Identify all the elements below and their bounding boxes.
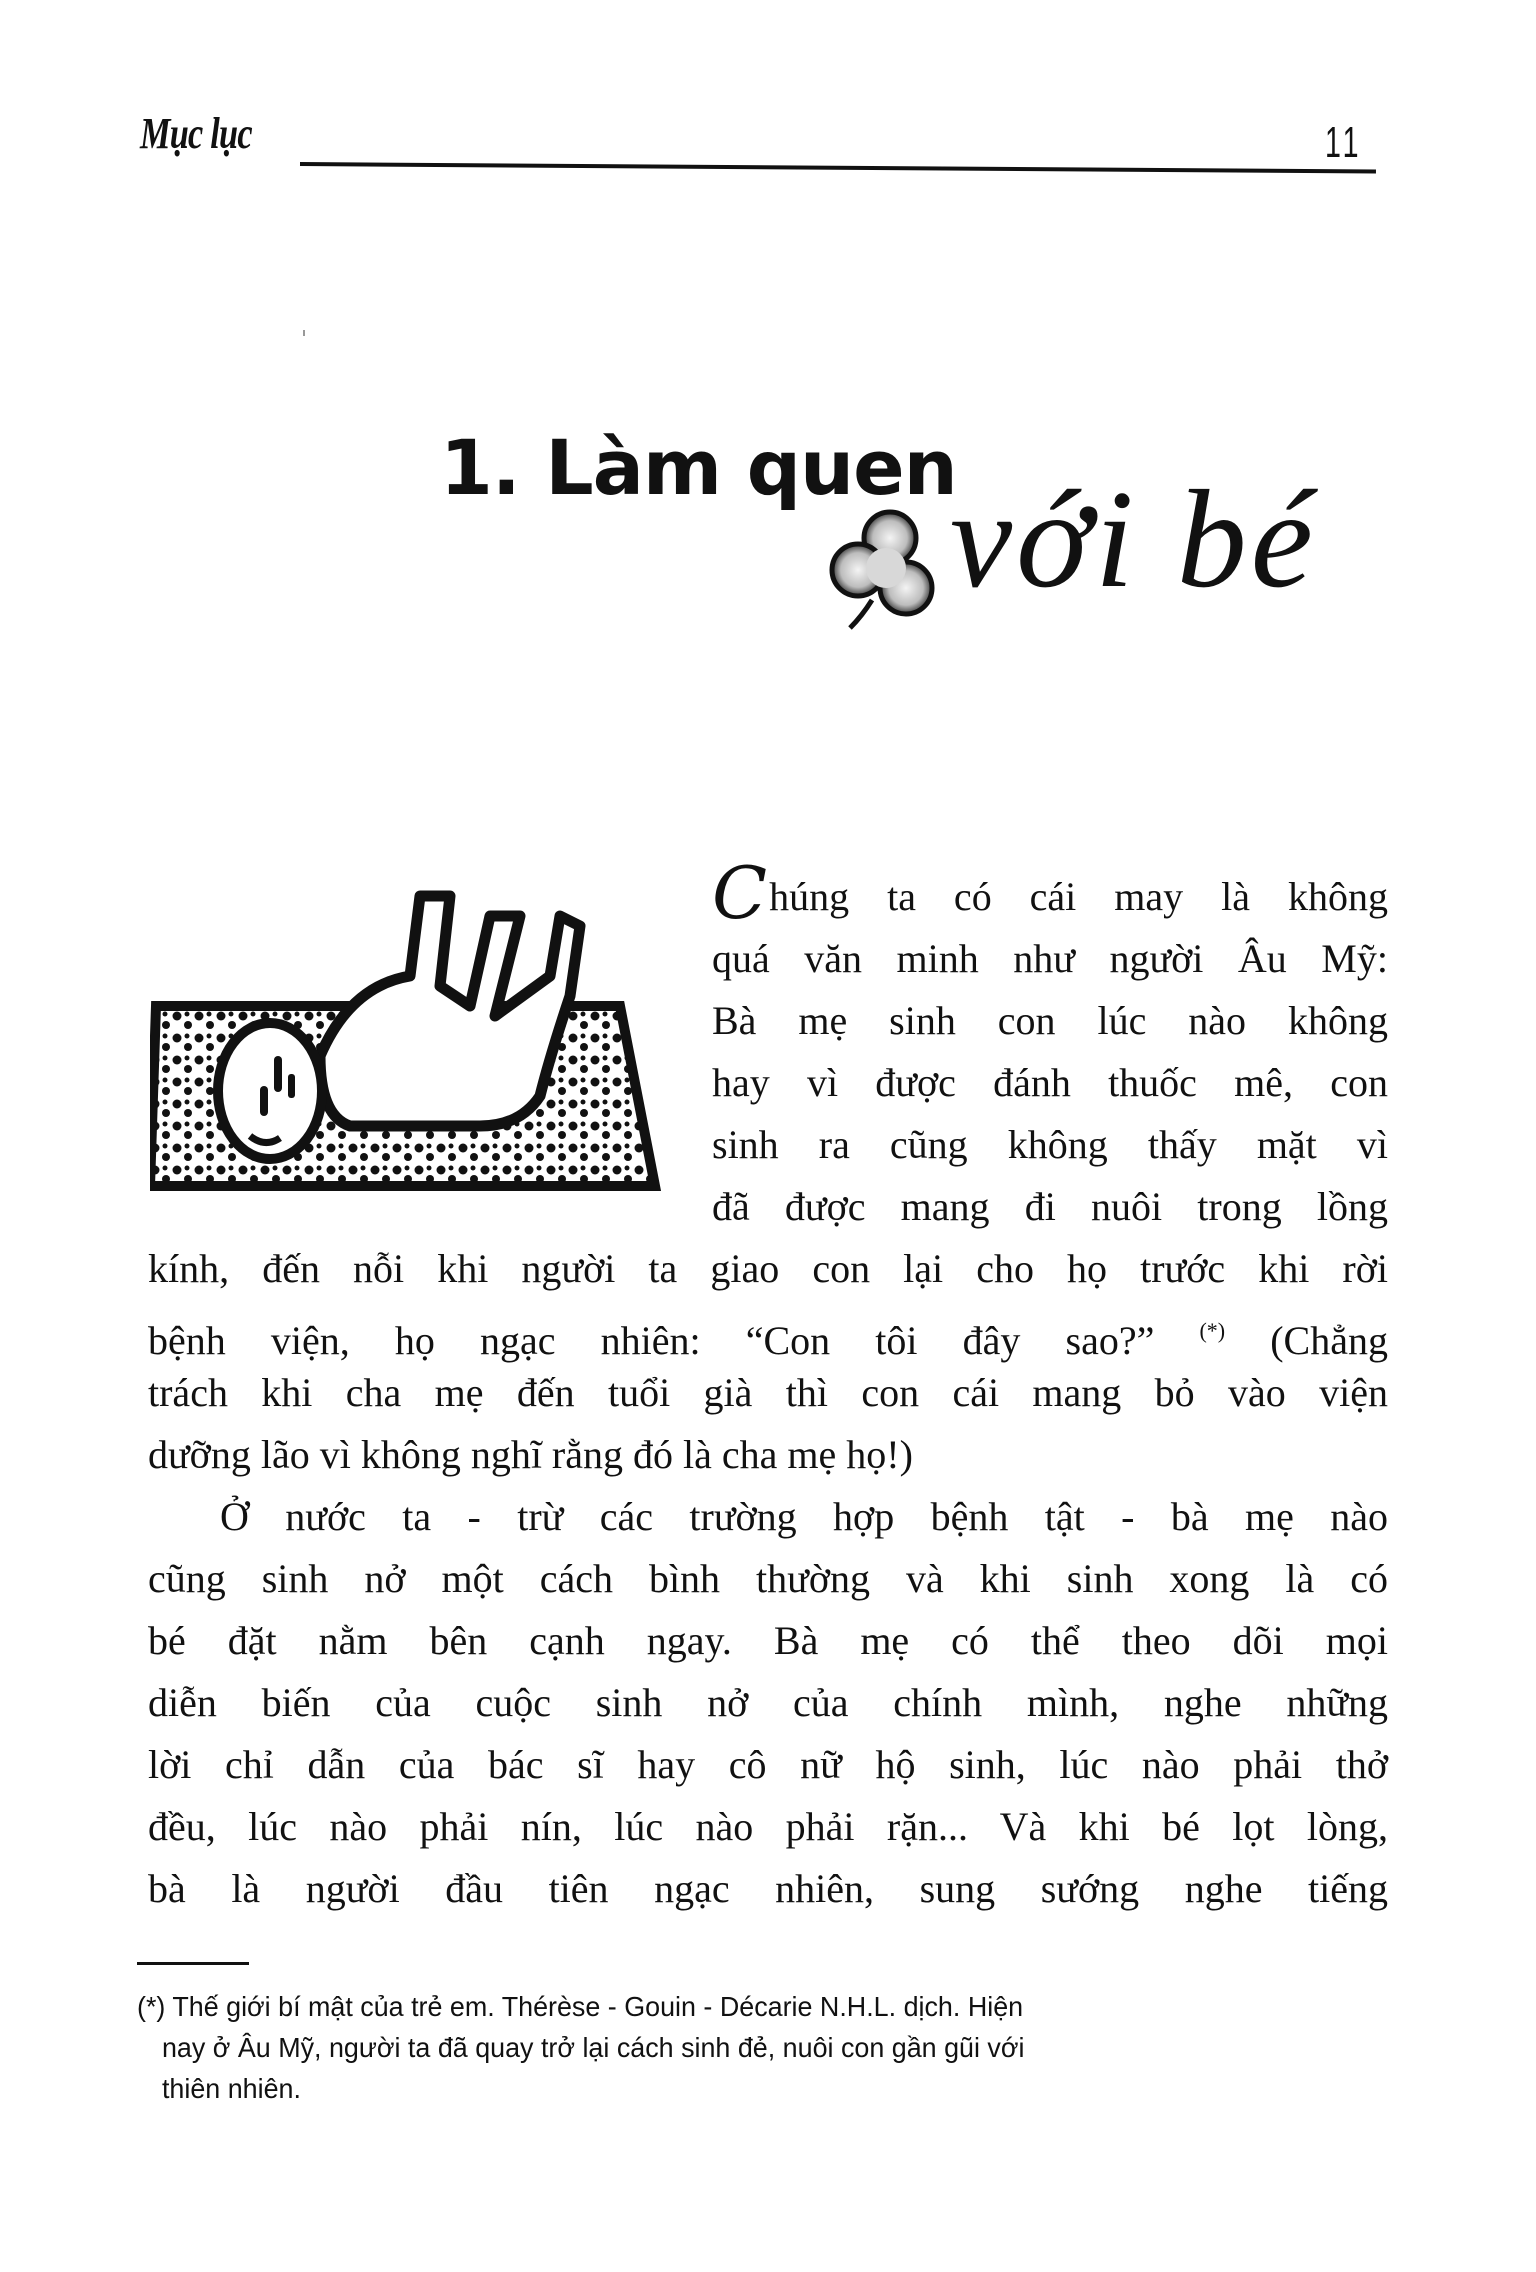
text-line: quá văn minh như người Âu Mỹ: <box>712 936 1388 981</box>
text-line: trách khi cha mẹ đến tuổi già thì con cái mang bỏ vào viện <box>148 1370 1388 1415</box>
text-line: Ở nước ta - trừ các trường hợp bệnh tật - bà mẹ nào <box>220 1494 1388 1539</box>
running-title: Mục lục <box>140 109 252 158</box>
paragraph-2 <box>148 1486 1388 1920</box>
text-line: bé đặt nằm bên cạnh ngay. Bà mẹ có thể theo dõi mọi <box>148 1618 1388 1663</box>
footnote-marker[interactable]: (*) <box>1199 1318 1226 1343</box>
text-line: hay vì được đánh thuốc mê, con <box>712 1060 1388 1105</box>
chapter-title-script: với bé <box>950 462 1317 617</box>
clover-icon <box>828 508 948 638</box>
text-line: lời chỉ dẫn của bác sĩ hay cô nữ hộ sinh, lúc nào phải thở <box>148 1742 1388 1787</box>
text-line: Bà mẹ sinh con lúc nào không <box>712 998 1388 1043</box>
chapter-title-main: 1. Làm quen <box>440 423 957 512</box>
footnote-line: (*) Thế giới bí mật của trẻ em. Thérèse - Gouin - Décarie N.H.L. dịch. Hiện <box>137 1991 1024 2022</box>
footnote <box>137 1986 1337 2109</box>
text-line: đều, lúc nào phải nín, lúc nào phải rặn... Và khi bé lọt lòng, <box>148 1804 1388 1849</box>
text-line: Chúng ta có cái may là không <box>712 851 1388 935</box>
text-line: đã được mang đi nuôi trong lồng <box>712 1184 1388 1229</box>
header-rule <box>300 162 1376 174</box>
text-line: dưỡng lão vì không nghĩ rằng đó là cha mẹ họ!) <box>148 1432 913 1477</box>
drop-cap: C <box>712 851 768 935</box>
footnote-line: nay ở Âu Mỹ, người ta đã quay trở lại cách sinh đẻ, nuôi con gần gũi với <box>161 2032 1025 2063</box>
baby-on-mat-illustration <box>150 856 670 1221</box>
paragraph-1-narrow <box>712 851 1388 1238</box>
text-line: bà là người đầu tiên ngạc nhiên, sung sướng nghe tiếng <box>148 1866 1388 1911</box>
text-line: bệnh viện, họ ngạc nhiên: “Con tôi đây sao?” (*) (Chẳng <box>148 1318 1388 1363</box>
text-line: cũng sinh nở một cách bình thường và khi sinh xong là có <box>148 1556 1388 1601</box>
page-number: 11 <box>1325 118 1363 167</box>
text-line: diễn biến của cuộc sinh nở của chính mình, nghe những <box>148 1680 1388 1725</box>
scan-speck <box>303 330 305 336</box>
footnote-line: thiên nhiên. <box>161 2073 301 2104</box>
text-line: sinh ra cũng không thấy mặt vì <box>712 1122 1388 1167</box>
text-line: kính, đến nỗi khi người ta giao con lại cho họ trước khi rời <box>148 1246 1388 1291</box>
footnote-rule <box>137 1962 249 1965</box>
paragraph-1-wide <box>148 1238 1388 1486</box>
